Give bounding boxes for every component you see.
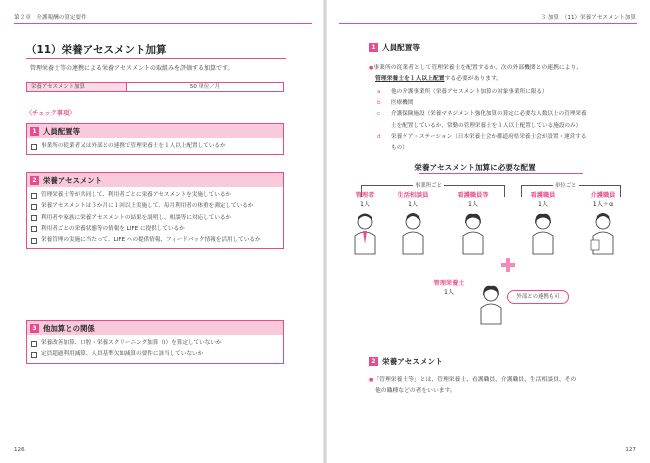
role-dietitian — [421, 280, 477, 297]
checkbox-icon[interactable] — [31, 215, 37, 221]
checklist-item-text: 栄養改善加算、口腔・栄養スクリーニング加算（Ⅰ）を算定していないか — [41, 340, 222, 346]
box-title: 他加算との関係 — [43, 323, 95, 333]
highlight-text: 管理栄養士を１人以上配置 — [375, 76, 445, 83]
heading-title: 栄養アセスメント — [382, 357, 443, 366]
person-nursing-staff-icon — [463, 214, 483, 254]
list-letter: a — [377, 89, 381, 95]
checklist-item — [31, 349, 280, 360]
checklist-item-text: 定員超過利用減算、人員基準欠如減算の要件に該当していないか — [41, 351, 204, 358]
section-title-underline — [26, 58, 286, 59]
check-box-staffing — [26, 123, 284, 155]
section-title: （11）栄養アセスメント加算 — [26, 44, 167, 56]
checklist-item — [31, 190, 280, 201]
checklist-item-text: 栄養管理の実施に当たって、LIFE への提供情報、フィードバック情報を活用しているか — [41, 237, 261, 244]
paragraph-line: 事業所の従業者として管理栄養士を配置するか、次の外部機関との連携により、 — [373, 65, 583, 71]
right-page — [325, 0, 650, 463]
running-header: 第２章 介護報酬の算定要件 — [14, 15, 87, 21]
list-letter: c — [377, 111, 381, 118]
checkbox-icon[interactable] — [31, 352, 37, 358]
checklist-item — [31, 213, 280, 224]
check-items-title: 〈チェック事項〉 — [26, 110, 76, 117]
checklist-item-text: 事業所の従業者又は外部との連携で管理栄養士を１人以上配置しているか — [41, 143, 226, 149]
list-letter: b — [377, 100, 381, 107]
section-number: 1 — [30, 127, 39, 136]
unit-table-name: 栄養アセスメント加算 — [27, 83, 127, 91]
role-name: 生活相談員 — [397, 192, 429, 199]
role-name: 介護職員 — [590, 192, 616, 199]
check-box-assessment — [26, 172, 284, 249]
check-box-other-additions — [26, 320, 284, 364]
checklist-item — [31, 338, 280, 349]
list-item-line: 介護保険施設（栄養マネジメント強化加算の算定に必要な人数以上の管理栄養 — [391, 111, 587, 118]
diagram-title: 栄養アセスメント加算に必要な配置 — [414, 163, 536, 172]
checkbox-icon[interactable] — [31, 226, 37, 232]
unit-table-value: 50 単位／月 — [189, 84, 221, 90]
checkbox-icon[interactable] — [31, 193, 37, 199]
checklist-item — [31, 201, 280, 212]
assessment-paragraph — [369, 375, 576, 398]
box-title: 人員配置等 — [43, 126, 80, 136]
checklist-item-text: 栄養アセスメントは３か月に１回以上実施して、毎月利用者の体重を測定しているか — [41, 203, 254, 210]
list-letter: d — [377, 133, 381, 140]
bullet-icon: ● — [369, 377, 374, 383]
role-count: 1人 — [443, 289, 455, 296]
checklist-item-text: 利用者ごとの栄養状態等の情報を LIFE に提供しているか — [41, 225, 185, 232]
group-label-per-unit: 単位ごと — [555, 183, 577, 189]
person-nurse-icon — [533, 214, 553, 254]
role-count: 1人 — [407, 201, 419, 208]
box-header — [27, 124, 283, 138]
heading-title: 人員配置等 — [382, 43, 420, 52]
role-name: 看護職員等 — [457, 192, 489, 199]
checkbox-icon[interactable] — [31, 238, 37, 244]
paragraph-line: する必要があります。 — [444, 76, 503, 83]
checklist-item — [31, 224, 280, 235]
section-number: 1 — [369, 43, 378, 52]
role-count: 1人 — [537, 201, 549, 208]
unit-table — [26, 82, 284, 92]
checklist-item-text: 管理栄養士等が共同して、利用者ごとに栄養アセスメントを実施しているか — [41, 192, 232, 198]
bullet-icon: ● — [369, 65, 374, 71]
checklist-item — [31, 235, 280, 246]
role-name: 看護職員 — [530, 192, 556, 199]
role-count: 1人 — [359, 201, 371, 208]
external-collaboration-bubble: 外部との連携も可 — [507, 290, 569, 304]
list-item-text: 他の介護事業所（栄養アセスメント加算の対象事業所に限る） — [391, 89, 548, 95]
intro-text: 管理栄養士等の連携による栄養アセスメントの取組みを評価する加算です。 — [30, 65, 234, 72]
list-item-line: 栄養ケア・ステーション（日本栄養士会か都道府県栄養士会が設置・運営する — [391, 133, 587, 140]
role-count: 1人 — [467, 201, 479, 208]
page-number: 126 — [14, 447, 25, 453]
box-header — [27, 173, 283, 187]
header-rule — [14, 23, 312, 24]
checklist-item — [31, 141, 280, 152]
checkbox-icon[interactable] — [31, 204, 37, 210]
box-header — [27, 321, 283, 335]
person-manager-icon — [355, 214, 375, 255]
section-number: 2 — [369, 357, 378, 366]
role-count: 1人＋α — [592, 201, 614, 208]
group-label-per-office: 事業所ごと — [415, 183, 442, 189]
list-item-line: もの） — [391, 145, 408, 152]
page-number: 127 — [625, 447, 636, 453]
list-item-text: 医療機関 — [391, 100, 414, 107]
checkbox-icon[interactable] — [31, 144, 37, 150]
list-item-line: 士を配置しているか、常勤の管理栄養士を１人以上配置している施設のみ） — [391, 122, 582, 129]
person-care-worker-icon — [591, 213, 613, 254]
plus-icon — [501, 258, 515, 272]
heading-assessment — [369, 356, 443, 367]
checklist-item-text: 利用者や家族に栄養アセスメントの結果を説明し、相談等に対応しているか — [41, 214, 232, 221]
role-name: 管理者 — [355, 192, 375, 199]
section-number: 2 — [30, 176, 39, 185]
person-dietitian-icon — [481, 286, 501, 324]
role-name: 管理栄養士 — [433, 280, 465, 287]
checkbox-icon[interactable] — [31, 341, 37, 347]
paragraph-line: 他の職種などの者をいいます。 — [375, 388, 456, 395]
box-title: 栄養アセスメント — [43, 175, 103, 185]
running-header: ３ 加算 （11）栄養アセスメント加算 — [540, 15, 636, 21]
person-counselor-icon — [403, 213, 423, 254]
section-number: 3 — [30, 324, 39, 333]
paragraph-line: 「管理栄養士等」とは、管理栄養士、看護職員、介護職員、生活相談員、その — [373, 377, 577, 383]
